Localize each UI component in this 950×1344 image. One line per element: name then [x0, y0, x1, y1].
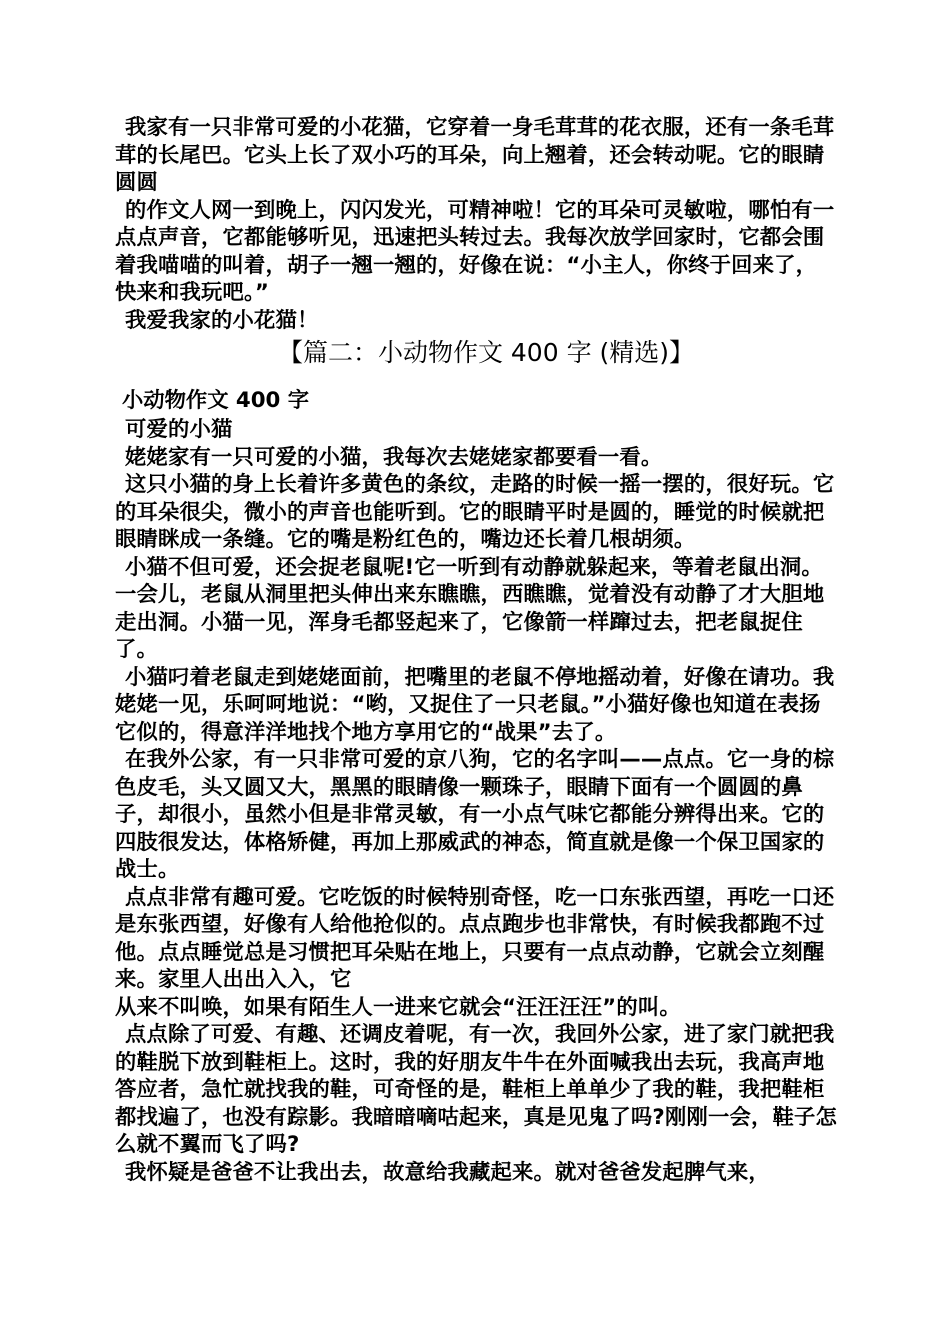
paragraph: 我爱我家的小花猫！ [125, 307, 319, 333]
paragraph: 点点非常有趣可爱。它吃饭的时候特别奇怪，吃一口东张西望，再吃一口还是东张西望，好像有人给他抢似的。点点跑步也非常快，有时候我都跑不过他。点点睡觉总是习惯把耳朵贴在地上，只要有一点点动静，它就会立刻醒来。家里人出出入入，它 [115, 884, 835, 992]
paragraph: 小猫叼着老鼠走到姥姥面前，把嘴里的老鼠不停地摇动着，好像在请功。我姥姥一见，乐呵呵地说：“哟，又捉住了一只老鼠。”小猫好像也知道在表扬它似的，得意洋洋地找个地方享用它的“战果”去了。 [115, 664, 835, 745]
paragraph: 小猫不但可爱，还会捉老鼠呢!它一听到有动静就躲起来，等着老鼠出洞。一会儿，老鼠从洞里把头伸出来东瞧瞧，西瞧瞧，觉着没有动静了才大胆地走出洞。小猫一见，浑身毛都竖起来了，它像箭一样蹿过去，把老鼠捉住了。 [115, 554, 825, 662]
section-subtitle: 小动物作文 400 字 [122, 388, 310, 413]
paragraph: 姥姥家有一只可爱的小猫，我每次去姥姥家都要看一看。 [125, 444, 663, 470]
paragraph: 从来不叫唤，如果有陌生人一进来它就会“汪汪汪汪”的叫。 [115, 994, 681, 1020]
section-heading: 【篇二：小动物作文 400 字 (精选)】 [277, 338, 695, 367]
paragraph: 的作文人网一到晚上，闪闪发光，可精神啦！它的耳朵可灵敏啦，哪怕有一点点声音，它都能够听见，迅速把头转过去。我每次放学回家时，它都会围着我喵喵的叫着，胡子一翘一翘的，好像在说：“小主人，你终于回来了，快来和我玩吧。” [115, 197, 835, 305]
paragraph: 我怀疑是爸爸不让我出去，故意给我藏起来。就对爸爸发起脾气来， [125, 1159, 770, 1185]
paragraph: 可爱的小猫 [125, 417, 233, 442]
paragraph: 这只小猫的身上长着许多黄色的条纹，走路的时候一摇一摆的，很好玩。它的耳朵很尖，微小的声音也能听到。它的眼睛平时是圆的，睡觉的时候就把眼睛眯成一条缝。它的嘴是粉红色的，嘴边还长着几根胡须。 [115, 472, 835, 552]
paragraph: 我家有一只非常可爱的小花猫，它穿着一身毛茸茸的花衣服，还有一条毛茸茸的长尾巴。它头上长了双小巧的耳朵，向上翘着，还会转动呢。它的眼睛圆圆 [115, 115, 835, 195]
document-page [115, 114, 837, 1186]
paragraph: 点点除了可爱、有趣、还调皮着呢，有一次，我回外公家，进了家门就把我的鞋脱下放到鞋柜上。这时，我的好朋友牛牛在外面喊我出去玩，我高声地答应者，急忙就找我的鞋，可奇怪的是，鞋柜上单单少了我的鞋，我把鞋柜都找遍了，也没有踪影。我暗暗嘀咕起来，真是见鬼了吗?刚刚一会，鞋子怎么就不翼而飞了吗? [115, 1022, 837, 1157]
paragraph: 在我外公家，有一只非常可爱的京八狗，它的名字叫——点点。它一身的棕色皮毛，头又圆又大，黑黑的眼睛像一颗珠子，眼睛下面有一个圆圆的鼻子，却很小，虽然小但是非常灵敏，有一小点气味它都能分辨得出来。它的四肢很发达，体格矫健，再加上那威武的神态，简直就是像一个保卫国家的战士。 [115, 747, 835, 882]
